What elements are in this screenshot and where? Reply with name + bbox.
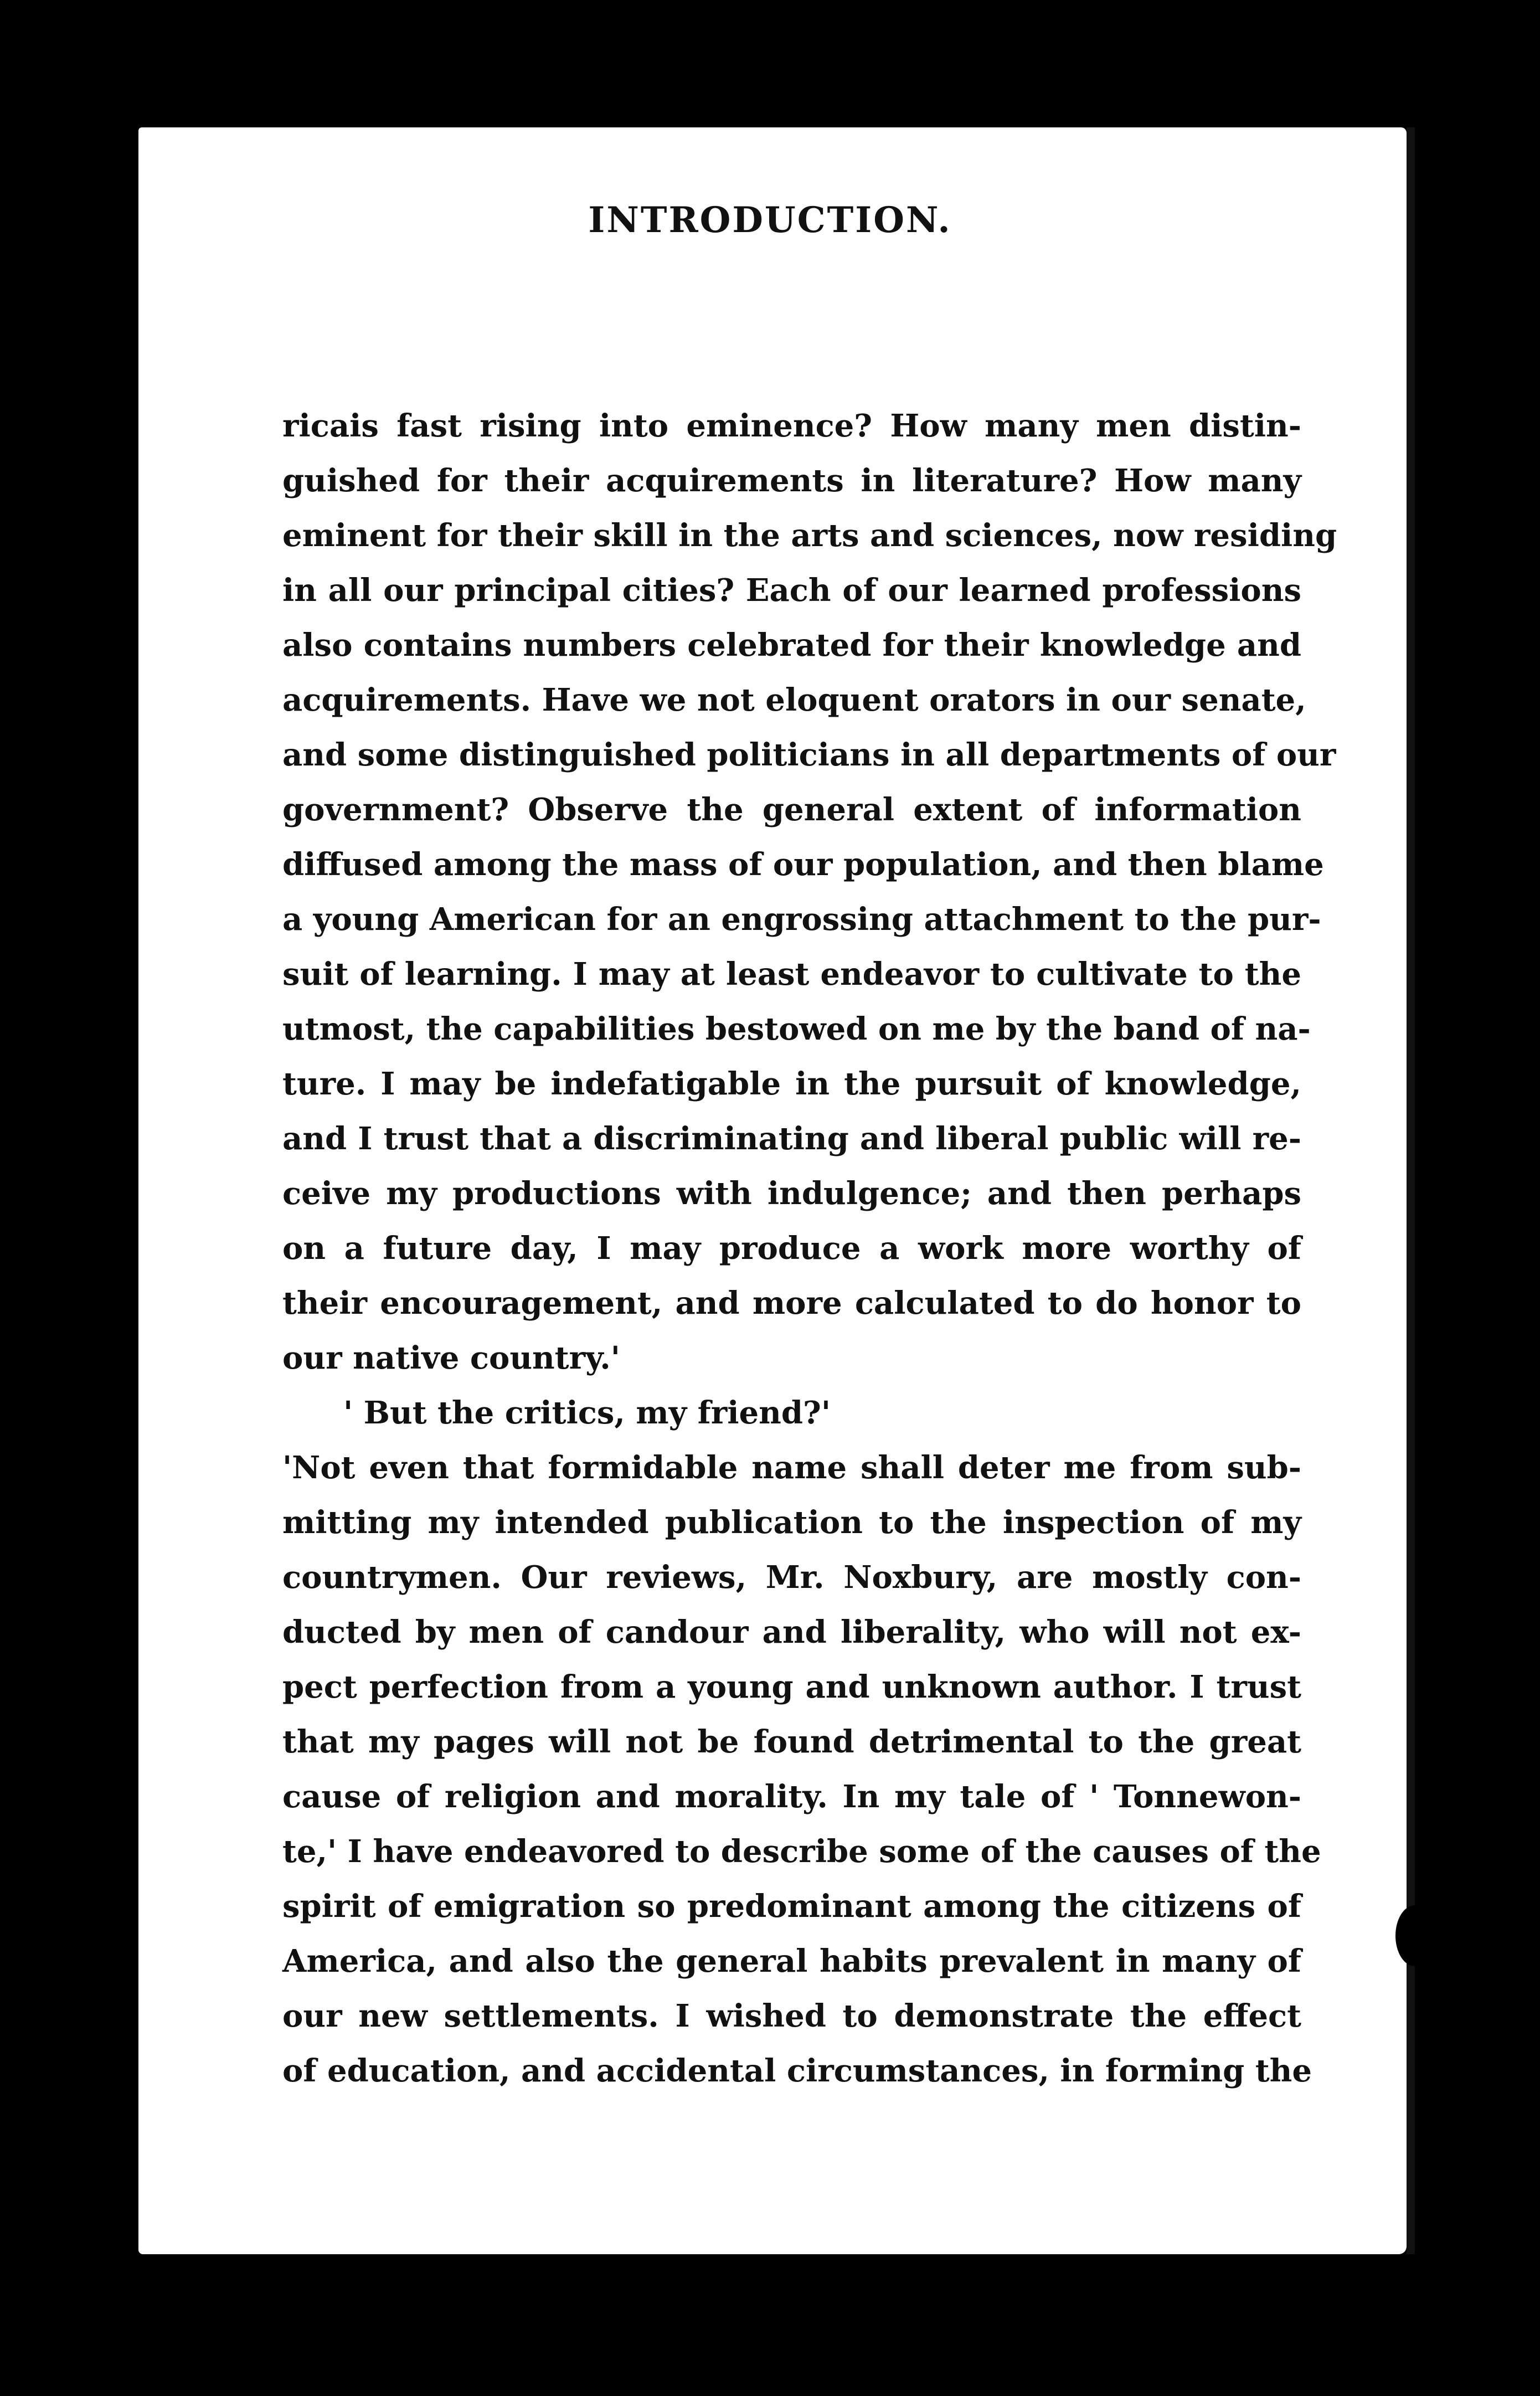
page-body: [282, 399, 1337, 2099]
text-line: our new settlements. I wished to demonstrate the effect: [282, 1998, 1301, 2034]
text-line: of education, and accidental circumstances, in forming the: [282, 2053, 1312, 2089]
text-line: and I trust that a discriminating and liberal public will re-: [282, 1120, 1301, 1157]
text-line: utmost, the capabilities bestowed on me by the band of na-: [282, 1011, 1311, 1047]
text-line: our native country.': [282, 1340, 620, 1376]
text-line: acquirements. Have we not eloquent orators in our senate,: [282, 682, 1306, 718]
text-line: mitting my intended publication to the inspection of my: [282, 1504, 1301, 1541]
text-line: that my pages will not be found detrimental to the great: [282, 1724, 1301, 1760]
text-line: ricais fast rising into eminence? How many men distin-: [282, 408, 1301, 444]
text-line: eminent for their skill in the arts and sciences, now residing: [282, 517, 1337, 554]
page-header: INTRODUCTION.: [588, 199, 952, 241]
ink-blot: [1395, 1905, 1434, 1966]
text-line: guished for their acquirements in literature? How many: [282, 462, 1301, 499]
text-line: and some distinguished politicians in all departments of our: [282, 737, 1336, 773]
text-line: on a future day, I may produce a work more worthy of: [282, 1230, 1301, 1267]
text-line: pect perfection from a young and unknown author. I trust: [282, 1669, 1301, 1705]
text-line: also contains numbers celebrated for their knowledge and: [282, 627, 1301, 664]
text-line: diffused among the mass of our population, and then blame: [282, 846, 1324, 883]
text-line: suit of learning. I may at least endeavor to cultivate to the: [282, 956, 1301, 993]
text-line: in all our principal cities? Each of our learned professions: [282, 572, 1301, 609]
text-line: America, and also the general habits prevalent in many of: [282, 1943, 1301, 1979]
text-line: a young American for an engrossing attachment to the pur-: [282, 901, 1321, 938]
text-line: te,' I have endeavored to describe some of the causes of the: [282, 1833, 1321, 1870]
text-line: cause of religion and morality. In my tale of ' Tonnewon-: [282, 1778, 1301, 1815]
text-line: 'Not even that formidable name shall deter me from sub-: [282, 1449, 1301, 1486]
text-line: their encouragement, and more calculated to do honor to: [282, 1285, 1301, 1322]
text-line: ducted by men of candour and liberality, who will not ex-: [282, 1614, 1301, 1651]
text-line: countrymen. Our reviews, Mr. Noxbury, are mostly con-: [282, 1559, 1301, 1596]
text-line: ture. I may be indefatigable in the pursuit of knowledge,: [282, 1066, 1301, 1102]
text-line: ceive my productions with indulgence; and then perhaps: [282, 1175, 1301, 1212]
text-line: government? Observe the general extent of information: [282, 791, 1301, 828]
text-line: spirit of emigration so predominant among the citizens of: [282, 1888, 1301, 1925]
dialogue-line: ' But the critics, my friend?': [343, 1395, 831, 1431]
